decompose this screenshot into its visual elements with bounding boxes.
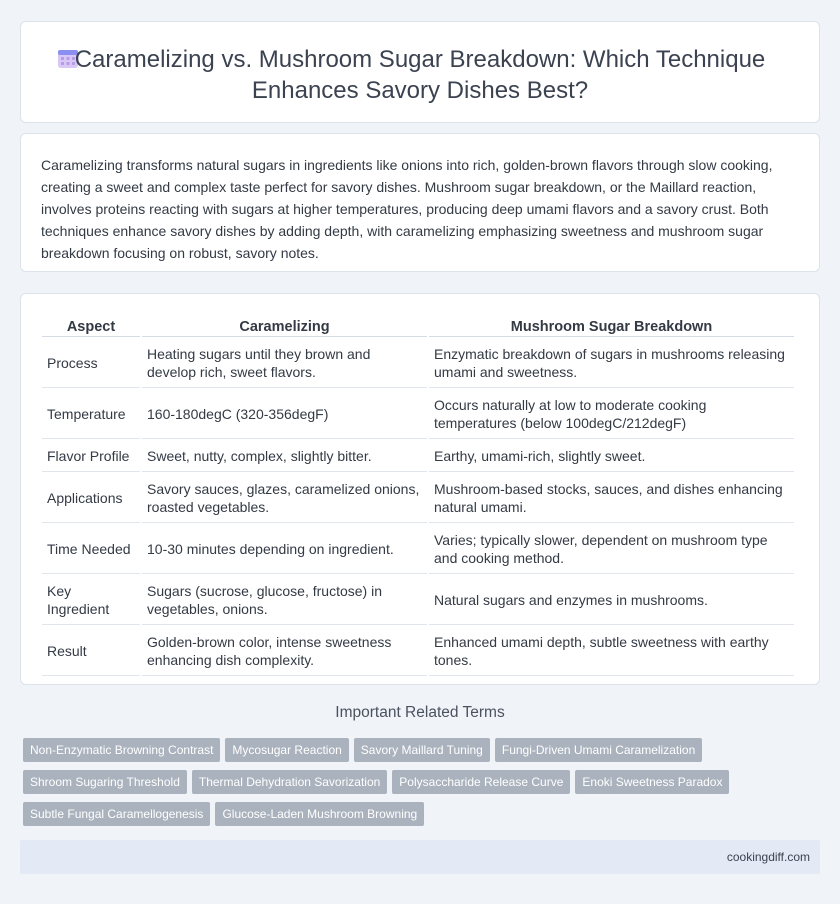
row-caramelizing: 10-30 minutes depending on ingredient. xyxy=(142,525,427,574)
row-caramelizing: Sugars (sucrose, glucose, fructose) in vegetables, onions. xyxy=(142,576,427,625)
row-aspect: Applications xyxy=(42,474,140,523)
footer-site-link[interactable]: cookingdiff.com xyxy=(726,850,810,864)
header-caramelizing: Caramelizing xyxy=(142,316,427,337)
row-mushroom: Mushroom-based stocks, sauces, and dishes enhancing natural umami. xyxy=(429,474,794,523)
row-caramelizing: 160-180degC (320-356degF) xyxy=(142,390,427,439)
row-aspect: Key Ingredient xyxy=(42,576,140,625)
related-terms-title: Important Related Terms xyxy=(335,704,505,721)
table-row xyxy=(42,339,794,388)
intro-text: Caramelizing transforms natural sugars in ingredients like onions into rich, golden-brown flavors through slow cooking, creating a sweet and complex taste perfect for savory dishes. Mushroom sugar breakdown, or the Maillard reaction, involves proteins reacting with sugars at higher temperatures, producing deep umami flavors and a savory crust. Both techniques enhance savory dishes by adding depth, with caramelizing emphasizing sweetness and mushroom sugar breakdown focusing on robust, savory notes. xyxy=(41,157,773,261)
related-term-tag[interactable]: Glucose-Laden Mushroom Browning xyxy=(215,802,424,826)
table-row xyxy=(42,474,794,523)
row-mushroom: Earthy, umami-rich, slightly sweet. xyxy=(429,441,794,472)
row-aspect: Time Needed xyxy=(42,525,140,574)
table-row xyxy=(42,441,794,472)
related-term-tag[interactable]: Fungi-Driven Umami Caramelization xyxy=(495,738,702,762)
row-mushroom: Varies; typically slower, dependent on mushroom type and cooking method. xyxy=(429,525,794,574)
related-term-tag[interactable]: Subtle Fungal Caramellogenesis xyxy=(23,802,210,826)
intro-card xyxy=(20,133,820,272)
row-caramelizing: Savory sauces, glazes, caramelized onions, roasted vegetables. xyxy=(142,474,427,523)
table-row xyxy=(42,576,794,625)
table-row xyxy=(42,627,794,676)
related-term-tag[interactable]: Enoki Sweetness Paradox xyxy=(575,770,729,794)
row-mushroom: Enzymatic breakdown of sugars in mushrooms releasing umami and sweetness. xyxy=(429,339,794,388)
related-term-tag[interactable]: Polysaccharide Release Curve xyxy=(392,770,570,794)
page-title-line2: Enhances Savory Dishes Best? xyxy=(251,77,589,104)
footer xyxy=(20,840,820,874)
table-row xyxy=(42,390,794,439)
table-row xyxy=(42,525,794,574)
comparison-table-card xyxy=(20,293,820,685)
row-caramelizing: Heating sugars until they brown and develop rich, sweet flavors. xyxy=(142,339,427,388)
header-card xyxy=(20,21,820,123)
page-title xyxy=(21,44,819,106)
related-terms-list xyxy=(23,738,823,834)
related-term-tag[interactable]: Mycosugar Reaction xyxy=(225,738,348,762)
header-mushroom: Mushroom Sugar Breakdown xyxy=(429,316,794,337)
page-title-line1: Caramelizing vs. Mushroom Sugar Breakdown: Which Technique xyxy=(74,46,766,73)
related-term-tag[interactable]: Non-Enzymatic Browning Contrast xyxy=(23,738,220,762)
header-aspect: Aspect xyxy=(42,316,140,337)
row-caramelizing: Golden-brown color, intense sweetness enhancing dish complexity. xyxy=(142,627,427,676)
row-aspect: Process xyxy=(42,339,140,388)
row-mushroom: Natural sugars and enzymes in mushrooms. xyxy=(429,576,794,625)
related-term-tag[interactable]: Savory Maillard Tuning xyxy=(354,738,490,762)
table-header-row xyxy=(42,316,794,337)
row-aspect: Flavor Profile xyxy=(42,441,140,472)
row-mushroom: Occurs naturally at low to moderate cooking temperatures (below 100degC/212degF) xyxy=(429,390,794,439)
related-term-tag[interactable]: Thermal Dehydration Savorization xyxy=(192,770,387,794)
comparison-table xyxy=(40,314,796,678)
row-caramelizing: Sweet, nutty, complex, slightly bitter. xyxy=(142,441,427,472)
related-term-tag[interactable]: Shroom Sugaring Threshold xyxy=(23,770,187,794)
row-aspect: Result xyxy=(42,627,140,676)
row-mushroom: Enhanced umami depth, subtle sweetness with earthy tones. xyxy=(429,627,794,676)
row-aspect: Temperature xyxy=(42,390,140,439)
